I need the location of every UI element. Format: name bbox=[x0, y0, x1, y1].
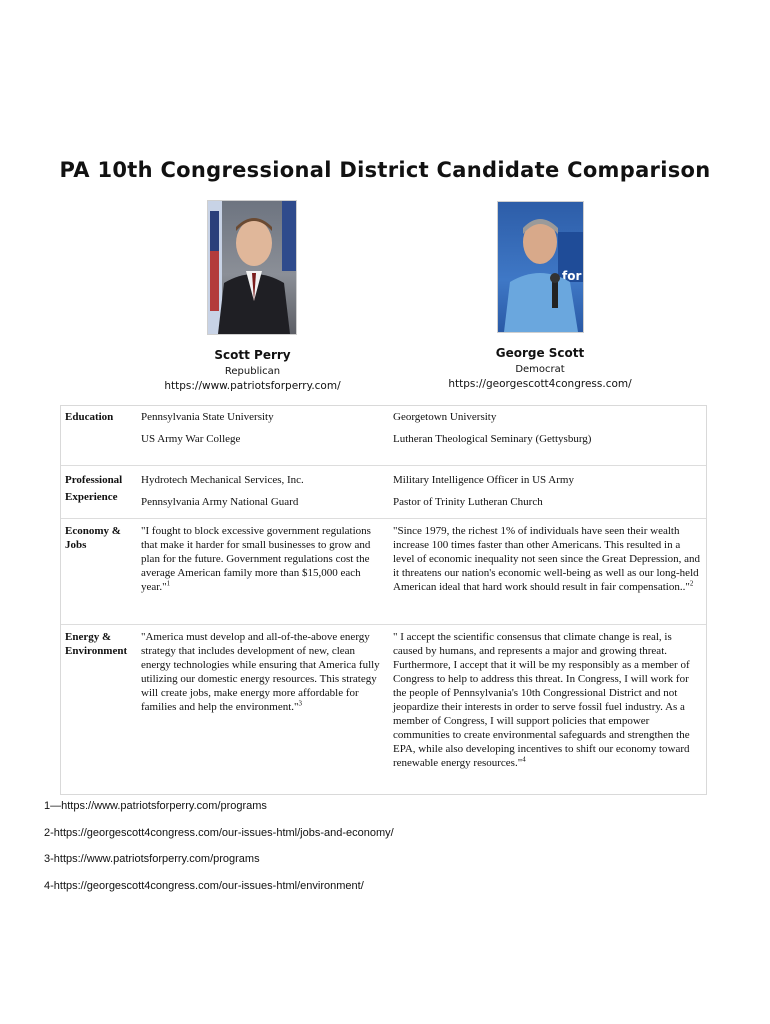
svg-text:for: for bbox=[562, 269, 582, 283]
row-label bbox=[65, 473, 135, 504]
row-label-line: Environment bbox=[65, 645, 128, 657]
footnote-2[interactable]: 2-https://georgescott4congress.com/our-issues-html/jobs-and-economy/ bbox=[44, 827, 394, 839]
perry-cell bbox=[141, 473, 387, 509]
candidate-party: Republican bbox=[224, 366, 281, 377]
perry-education-2: US Army War College bbox=[141, 433, 241, 445]
scott-experience-2: Pastor of Trinity Lutheran Church bbox=[393, 496, 543, 508]
row-label-line: Jobs bbox=[65, 539, 87, 551]
footnote-ref: 1 bbox=[166, 579, 171, 588]
candidate-photo-perry bbox=[207, 200, 297, 335]
perry-experience-1: Hydrotech Mechanical Services, Inc. bbox=[141, 474, 304, 486]
table-row-economy bbox=[61, 519, 706, 625]
perry-economy-quote bbox=[141, 524, 387, 594]
scott-cell bbox=[393, 473, 701, 509]
footnote-4[interactable]: 4-https://georgescott4congress.com/our-issues-html/environment/ bbox=[44, 880, 364, 892]
candidate-name: Scott Perry bbox=[214, 348, 291, 362]
table-row-energy bbox=[61, 625, 706, 794]
footnote-ref: 3 bbox=[298, 699, 303, 708]
table-row-experience bbox=[61, 466, 706, 519]
scott-education-1: Georgetown University bbox=[393, 411, 497, 423]
perry-cell bbox=[141, 410, 387, 446]
quote-text: "America must develop and all-of-the-above energy strategy that includes development of new, clean energy technologies while ensuring that America fully utilizing our domestic energy resources. This strategy will create jobs, make energy more affordable for families and help the environment." bbox=[141, 631, 380, 713]
footnote-ref: 2 bbox=[689, 579, 694, 588]
row-label-line: Experience bbox=[65, 491, 118, 503]
candidate-name: George Scott bbox=[495, 346, 585, 360]
candidate-perry bbox=[130, 348, 375, 392]
quote-text: "I fought to block excessive government regulations that make it harder for small businesses to grow and plan for the future. Government regulations cost the average American family more than $15,000 each year." bbox=[141, 525, 371, 593]
scott-cell bbox=[393, 410, 701, 446]
quote-text: " I accept the scientific consensus that climate change is real, is caused by humans, and represents a major and growing threat. Furthermore, I accept that it will be my responsibly as a member of Congress to help to address this threat. In Congress, I will work for the people of Pennsylvania's 10th Congressional District and not jeopardize their interests in order to serve fossil fuel industry. As a member of Congress, I will support policies that empower communities to create environmental safeguards and strengthen the EPA, while also developing incentives to shift our economy toward renewable energy resources." bbox=[393, 631, 690, 769]
scott-economy-quote bbox=[393, 524, 701, 594]
candidate-photo-scott bbox=[497, 201, 584, 333]
candidate-party: Democrat bbox=[515, 364, 565, 375]
footnote-ref: 4 bbox=[522, 755, 526, 764]
table-row-education bbox=[61, 406, 706, 466]
perry-energy-quote bbox=[141, 630, 387, 714]
comparison-table bbox=[60, 405, 707, 795]
footnote-3[interactable]: 3-https://www.patriotsforperry.com/programs bbox=[44, 853, 260, 865]
row-label bbox=[65, 630, 135, 658]
candidate-scott bbox=[420, 346, 660, 390]
row-label bbox=[65, 524, 135, 552]
page-title: PA 10th Congressional District Candidate Comparison bbox=[59, 158, 711, 182]
footnote-1[interactable]: 1—https://www.patriotsforperry.com/programs bbox=[44, 800, 267, 812]
perry-experience-2: Pennsylvania Army National Guard bbox=[141, 496, 299, 508]
perry-education-1: Pennsylvania State University bbox=[141, 411, 274, 423]
scott-education-2: Lutheran Theological Seminary (Gettysburg) bbox=[393, 433, 592, 445]
row-label: Education bbox=[65, 411, 114, 423]
quote-text: "Since 1979, the richest 1% of individuals have seen their wealth increase 100 times faster than other Americans. This resulted in a level of economic inequality not seen since the Great Depression, and it threatens our nation's economic well-being as well as our long-held American ideal that hard work should result in fair compensation.." bbox=[393, 525, 700, 593]
candidate-website-link[interactable]: https://www.patriotsforperry.com/ bbox=[164, 380, 341, 392]
scott-energy-quote bbox=[393, 630, 701, 770]
scott-experience-1: Military Intelligence Officer in US Army bbox=[393, 474, 574, 486]
row-label-line: Economy & bbox=[65, 525, 121, 537]
candidate-website-link[interactable]: https://georgescott4congress.com/ bbox=[448, 378, 632, 390]
row-label-line: Energy & bbox=[65, 631, 112, 643]
row-label-line: Professional bbox=[65, 474, 123, 486]
